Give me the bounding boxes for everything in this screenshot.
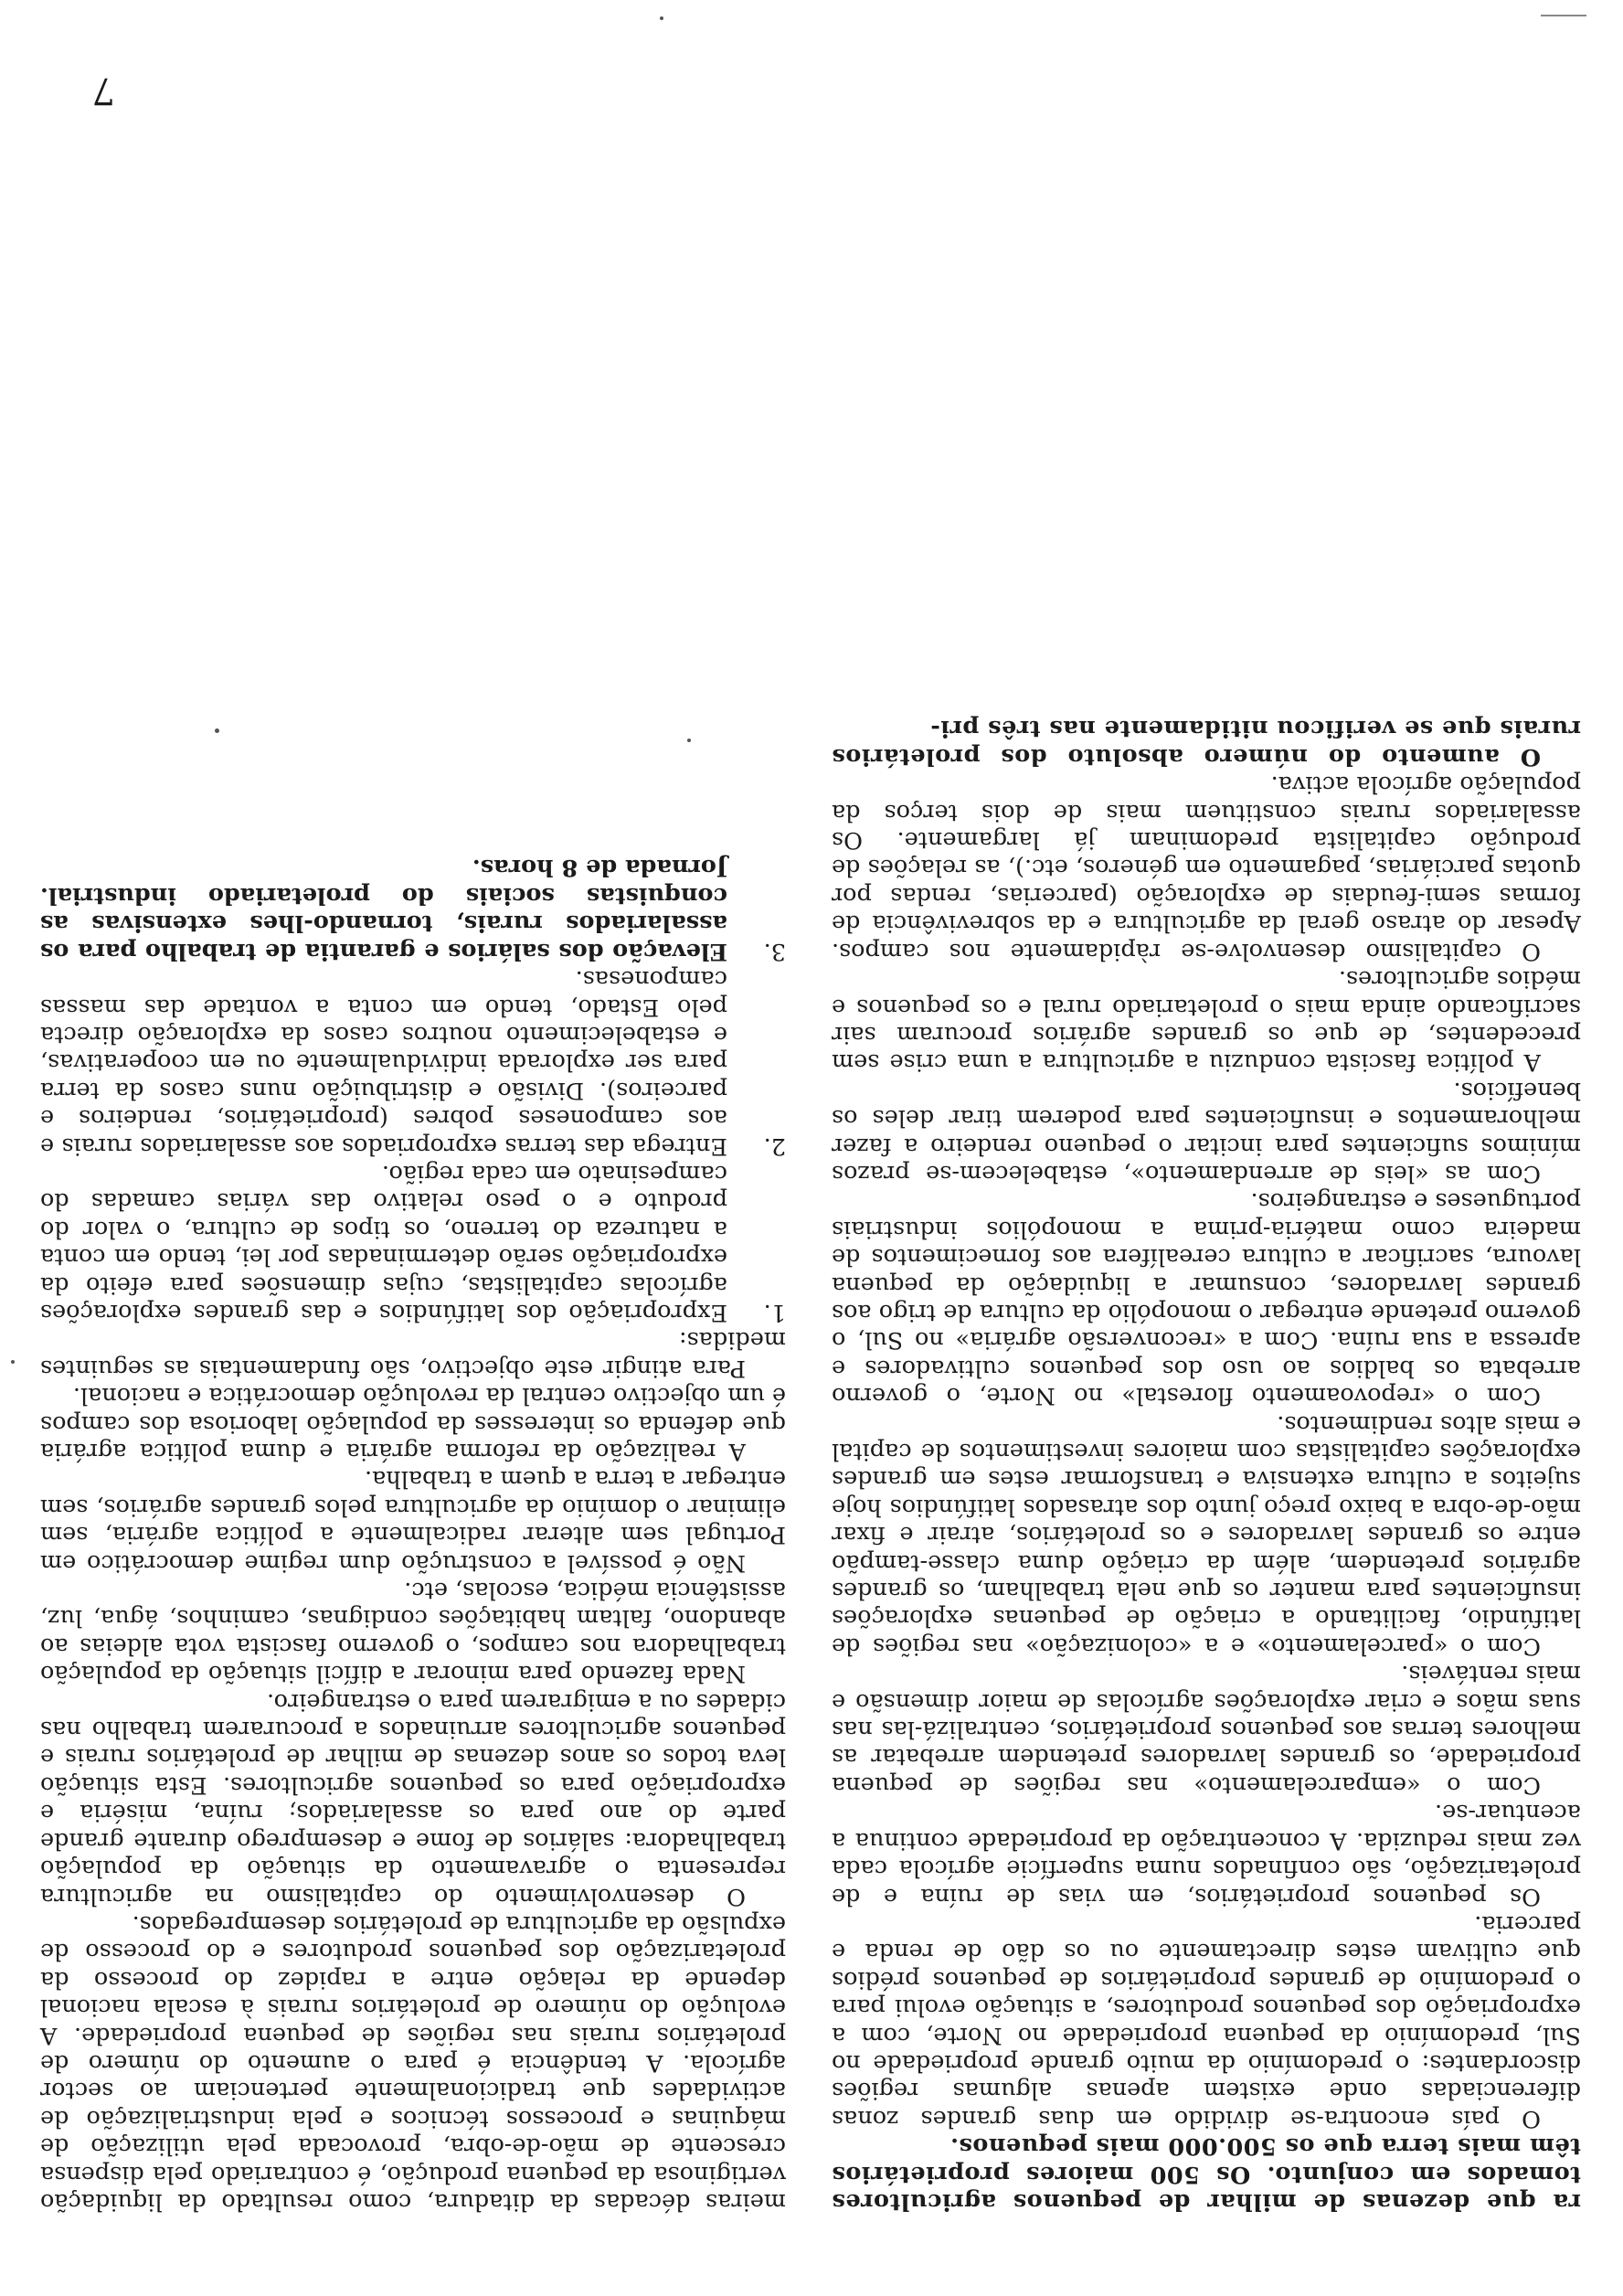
scan-speck <box>215 728 219 733</box>
paragraph: meiras décadas da ditadura, como resultado da liquidação vertiginosa da pequena produção, é contrariado pela dispensa crescente de mão-de-obra, provocada pela utilização de máquinas e processos técnicos e pela industrialização de actividades que tradicionalmente pertenciam ao sector agrícola. A tendência é para o aumento do número de proletários rurais nas regiões de pequena propriedade. A evolução do número de proletários rurais à escala nacional depende da relação entre a rapidez do processo da proletarização dos pequenos produtores e do processo de expulsão da agricultura de proletários desempregados. <box>40 1909 786 2216</box>
paragraph: Não é possível a construção dum regime democrático em Portugal sem alterar radicalmente a política agrária, sem eliminar o domínio da agricultura pelos grandes agrários, sem entregar a terra a quem a trabalha. <box>40 1465 786 1577</box>
left-column <box>832 715 1581 2216</box>
scan-speck <box>660 16 663 20</box>
list-item-text: Expropriação dos latifúndios e das grandes explorações agrícolas capitalistas, cujas dimensões para efeito da expropriação serão determinadas por lei, tendo em conta a natureza do terreno, os tipos de cultura, o valor do produto e o peso relativo das várias camadas do campesinato em cada região. <box>40 1159 727 1326</box>
list-item <box>40 1160 786 1326</box>
paragraph: Com o «emparcelamento» nas regiões de pequena propriedade, os grandes lavradores pretendem arrebatar as melhores terras aos pequenos proprietários, centralizá-las nas suas mãos e criar explorações agrícolas de maior dimensão e mais rentáveis. <box>832 1660 1581 1799</box>
paragraph: O país encontra-se dividido em duas grandes zonas diferenciadas onde existem apenas algumas regiões discordantes: o predomínio da muito grande propriedade no Sul, predomínio da pequena propriedade no Norte, com a expropriação dos pequenos produtores, a situação evolui para o predomínio de grandes proprietários de pequenos prédios que cultivam estes directamente ou os dão de renda e parceria. <box>832 1909 1581 2132</box>
list-item <box>40 965 786 1160</box>
paragraph: Nada fazendo para minorar a difícil situação da população trabalhadora nos campos, o governo fascista vota aldeias ao abandono, faltam habitações condignas, caminhos, água, luz, assistência médica, escolas, etc. <box>40 1577 786 1688</box>
paragraph: Com o «parcelamento» e a «colonização» nas regiões de latifúndio, facilitando a criação de pequenas explorações insuficientes para manter os que nela trabalham, os grandes agrários pretendem, além da criação duma classe-tampão entre os grandes lavradores e os proletários, atrair e fixar mão-de-obra a baixo preço junto dos atrasados latifúndios hoje sujeitos a cultura extensiva e transformar estes em grandes explorações capitalistas com maiores investimentos de capital e mais altos rendimentos. <box>832 1409 1581 1660</box>
paragraph: Com o «repovoamento florestal» no Norte, o governo arrebata os baldios ao uso dos pequenos cultivadores e apressa a sua ruína. Com a «reconversão agrária» no Sul, o governo pretende entregar o monopólio da cultura de trigo aos grandes lavradores, consumar a liquidação da pequena lavoura, sacrificar a cultura cerealífera aos fornecimentos de madeira como matéria-prima a monopólios industriais portugueses e estrangeiros. <box>832 1187 1581 1410</box>
paragraph: Para atingir este objectivo, são fundamentais as seguintes medidas: <box>40 1326 786 1382</box>
list-item-number: 2. <box>763 1132 786 1160</box>
measures-list <box>40 854 786 1326</box>
list-item-text: Entrega das terras expropriados aos assalariados rurais e aos camponeses pobres (proprietários, rendeiros e parceiros). Divisão e distribuição nuns casos da terra para ser explorada individualmente ou em cooperativas, e estabelecimento noutros casos da exploração directa pelo Estado, tendo em conta a vontade das massas camponesas. <box>40 965 727 1160</box>
paragraph: Com as «leis de arrendamento», estabelecem-se prazos mínimos suficientes para incitar o pequeno rendeiro a fazer melhoramentos e insuficientes para poderem tirar deles os benefícios. <box>832 1076 1581 1187</box>
paragraph: O capitalismo desenvolve-se ràpidamente nos campos. Apesar do atraso geral da agricultura e da sobrevivência de formas semi-feudais de exploração (parcerias, rendas por quotas parciárias, pagamento em géneros, etc.), as relações de produção capitalista predominam já largamente. Os assalariados rurais constituem mais de dois terços da população agrícola activa. <box>832 771 1581 965</box>
list-item-number: 1. <box>763 1299 786 1326</box>
scan-mark <box>1541 15 1586 16</box>
page-number: 7 <box>91 69 115 112</box>
paragraph: Os pequenos proprietários, em vias de ruína e de proletarização, são confinados numa superfície agrícola cada vez mais reduzida. A concentração da propriedade continua a acentuar-se. <box>832 1799 1581 1910</box>
right-column <box>40 854 786 2216</box>
list-item <box>40 854 786 965</box>
scan-speck <box>687 739 691 742</box>
list-item-text: Elevação dos salários e garantia de trabalho para os assalariados rurais, tornando-lhes extensivas as conquistas sociais do proletariado industrial. Jornada de 8 horas. <box>40 854 727 965</box>
paragraph: A realização da reforma agrária e duma política agrária que defenda os interesses da população laboriosa dos campos é um objectivo central da revolução democrática e nacional. <box>40 1382 786 1466</box>
list-item-number: 3. <box>763 937 786 965</box>
paragraph: ra que dezenas de milhar de pequenos agricultores tomados em conjunto. Os 500 maiores proprietários têm mais terra que os 500.000 mais pequenos. <box>832 2132 1581 2216</box>
paragraph: A política fascista conduziu a agricultura a uma crise sem precedentes, de que os grandes agrários procuram sair sacrificando ainda mais o proletariado rural e os pequenos e médios agricultores. <box>832 965 1581 1077</box>
paragraph: O aumento do número absoluto dos proletários rurais que se verificou nitidamente nas três pri- <box>832 715 1581 771</box>
scan-speck <box>11 1360 15 1364</box>
paragraph: O desenvolvimento do capitalismo na agricultura representa o agravamento da situação da população trabalhadora: salários de fome e desemprego durante grande parte do ano para os assalariados; ruína, miséria e expropriação para os pequenos agricultores. Esta situação leva todos os anos dezenas de milhar de proletários rurais e pequenos agricultores arruinados a procurarem trabalho nas cidades ou a emigrarem para o estrangeiro. <box>40 1687 786 1910</box>
